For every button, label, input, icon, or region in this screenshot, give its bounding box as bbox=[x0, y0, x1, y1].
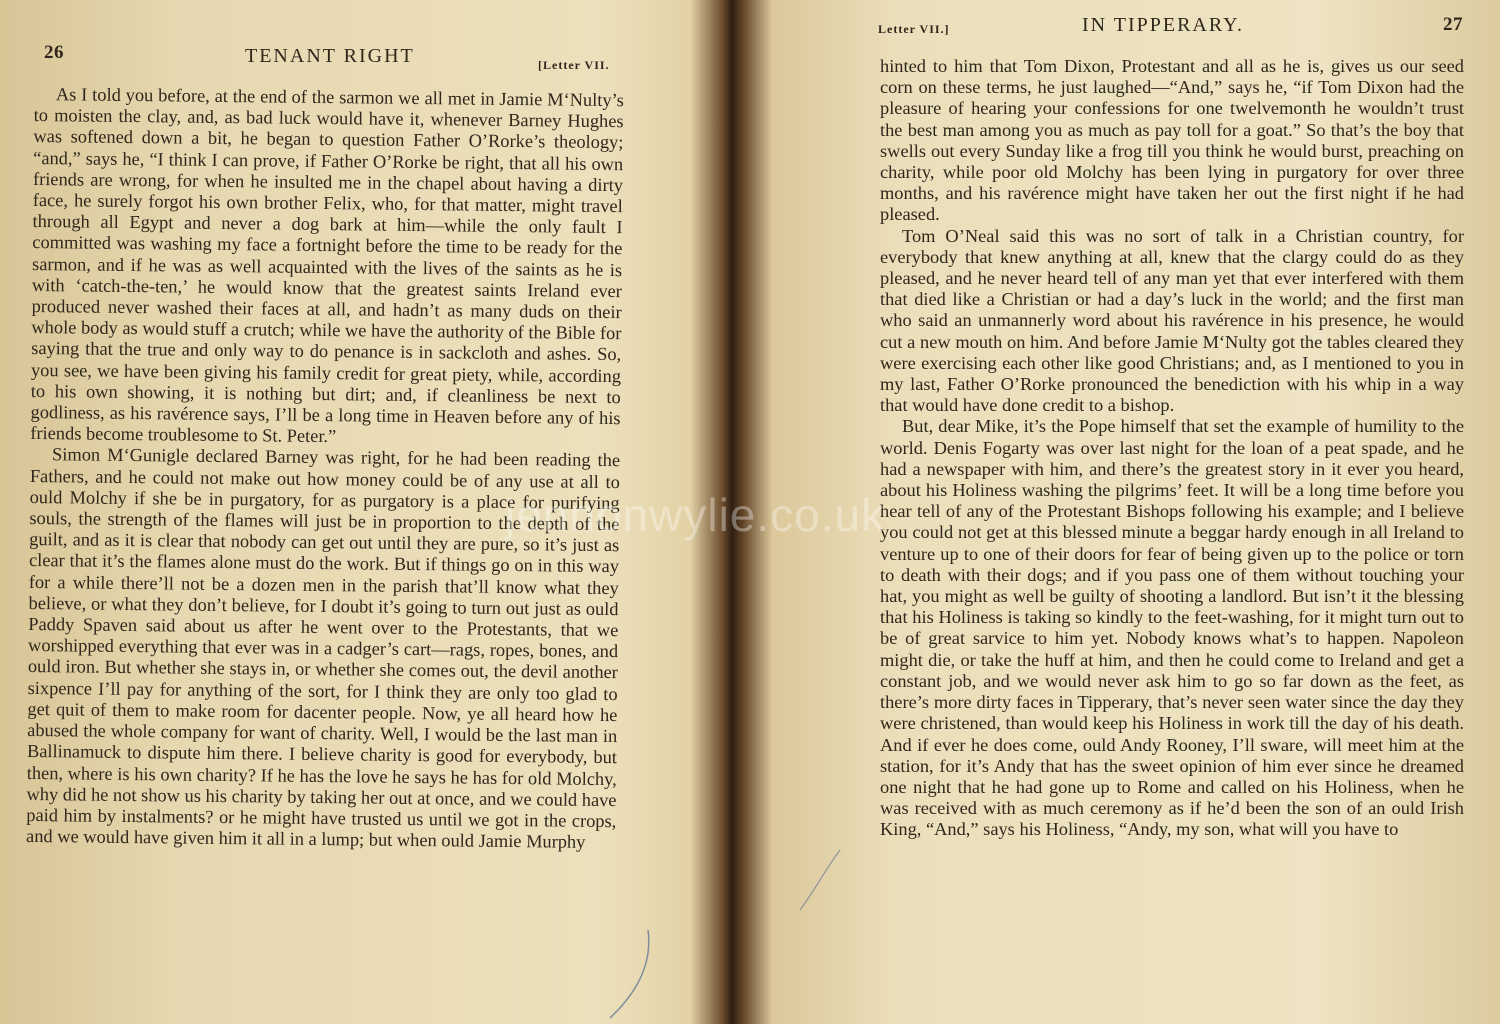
running-title: IN TIPPERARY. bbox=[1082, 14, 1244, 36]
letter-reference: Letter VII.] bbox=[878, 22, 950, 36]
watermark: jennonwylie.co.uk bbox=[505, 489, 886, 541]
left-page bbox=[0, 0, 700, 1024]
page-number: 27 bbox=[1443, 14, 1463, 35]
paragraph: But, dear Mike, it’s the Pope himself that set the example of humility to the world. Denis Fogarty was over last night for the loan of a peat spade, and he had a newspaper with him, and there’s the greatest story in it ever you heard, about his Holiness washing the pilgrims’ feet. It will be a long time before you hear tell of any of the Protestant Bishops following his example; and I believe you could not get at this blessed minute a beggar hardy enough in all Ireland to venture up to one of their doors for fear of being given up to the police or torn to death with their dogs; and if you pass one of them without touching your hat, you might as well be guilty of shooting a landlord. But isn’t it the blessing that his Holiness is taking so kindly to the feet-washing, for it might turn out to be of great sarvice to him yet. Nobody knows what’s to happen. Napoleon might die, or take the huff at him, and then he could come to Ireland and get a constant job, and we would never ask him to go so far down as the feet, as there’s more dirty faces in Tipperary, that’s never seen water since the day they were christened, than would keep his Holiness in work till the day of his death. And if ever he does come, ould Andy Rooney, I’ll sware, will meet him at the station, for it’s Andy that has the sweet opinion of him ever since he dreamed one night that he had gone up to Rome and called on his Holiness, when he was received with as much ceremony as if he’d been the son of an ould Irish King, “And,” says his Holiness, “Andy, my son, what will you have to bbox=[880, 416, 1464, 840]
paragraph: As I told you before, at the end of the sarmon we all met in Jamie M‘Nulty’s to moisten the clay, and, as bad luck would have it, whenever Barney Hughes was softened down a bit, he began to question Father O’Rorke’s theology; “and,” says he, “I think I can prove, if Father O’Rorke be right, that all his own friends are wrong, for when he insulted me in the chapel about having a dirty face, he surely forgot his own brother Felix, who, for that matter, might travel through all Egypt and never a dog bark at him—while the only fault I committed was washing my face a fortnight before the time to be ready for the sarmon, and if he was as well acquainted with the lives of the saints as he is with ‘catch-the-ten,’ he would know that the greatest saints Ireland ever produced never washed their faces at all, and hadn’t as many duds on their whole body as would stuff a crutch; while we have the authority of the Bible for saying that the true and only way to do penance is in sackcloth and ashes. So, you see, we have been giving his family credit for great piety, while, according to his own showing, it is nothing but dirt; and, if cleanliness be next to godliness, as his ravérence says, I’ll be a long time in Heaven before any of his friends become troublesome to St. Peter.” bbox=[30, 84, 624, 447]
right-page bbox=[780, 0, 1500, 1024]
page-body bbox=[26, 84, 624, 853]
paragraph: hinted to him that Tom Dixon, Protestant and all as he is, gives us our seed corn on these terms, he just laughed—“And,” says he, “if Tom Dixon had the pleasure of hearing your confessions for one twelvemonth he wouldn’t trust the best man among you as much as pay toll for a goat.” So that’s the boy that swells out every Sunday like a frog till you think he would burst, preaching on charity, while poor old Molchy has been lying in purgatory for over three months, and his ravérence might have taken her out the first night if he had pleased. bbox=[880, 56, 1464, 225]
letter-reference: [Letter VII. bbox=[538, 58, 610, 72]
page-number: 26 bbox=[44, 42, 64, 63]
paragraph: Tom O’Neal said this was no sort of talk in a Christian country, for everybody that knew anything at all, knew that the clargy could do as they pleased, and he never heard tell of any man yet that ever interfered with them that died like a Christian or had a day’s luck in the world; and the first man who said an unmannerly word about his ravérence in his presence, he would cut a new mouth on him. And before Jamie M‘Nulty got the tables cleared they were exercising each other like good Christians; and, as I mentioned to you in my last, Father O’Rorke pronounced the benediction with his whip in a way that would have done credit to a bishop. bbox=[880, 225, 1464, 416]
running-title: TENANT RIGHT bbox=[245, 45, 415, 67]
paragraph: Simon M‘Gunigle declared Barney was right, for he had been reading the Fathers, and he could not make out how money could be of any use at all to ould Molchy if she be in purgatory, for as purgatory is a place for purifying souls, the strength of the flames will just be in proportion to the depth of the guilt, and as it is clear that nobody can get out until they are pure, so it’s just as clear that it’s the flames alone must do the work. But if things go on in this way for a while there’ll not be a dozen men in the parish that’ll know what they believe, or what they don’t believe, for I doubt it’s going to turn out just as ould Paddy Spaven said about us after he went over to the Protestants, that we worshipped everything that ever was in a cadger’s cart—rags, ropes, bones, and ould iron. But whether she stays in, or whether she comes out, the devil another sixpence I’ll pay for anything of the sort, for I think they are only too glad to get quit of them to make room for dacenter people. Now, ye all heard how he abused the whole company for want of charity. Well, I would be the last man in Ballinamuck to dispute him there. I believe charity is good for everybody, but then, where is his own charity? If he has the love he says he has for old Molchy, why did he not show us his charity by taking her out at once, and we could have paid him by instalments? or he might have trusted us until we got in the crops, and we would have given him it all in a lump; but when ould Jamie Murphy bbox=[26, 444, 621, 852]
page-body bbox=[880, 56, 1464, 841]
